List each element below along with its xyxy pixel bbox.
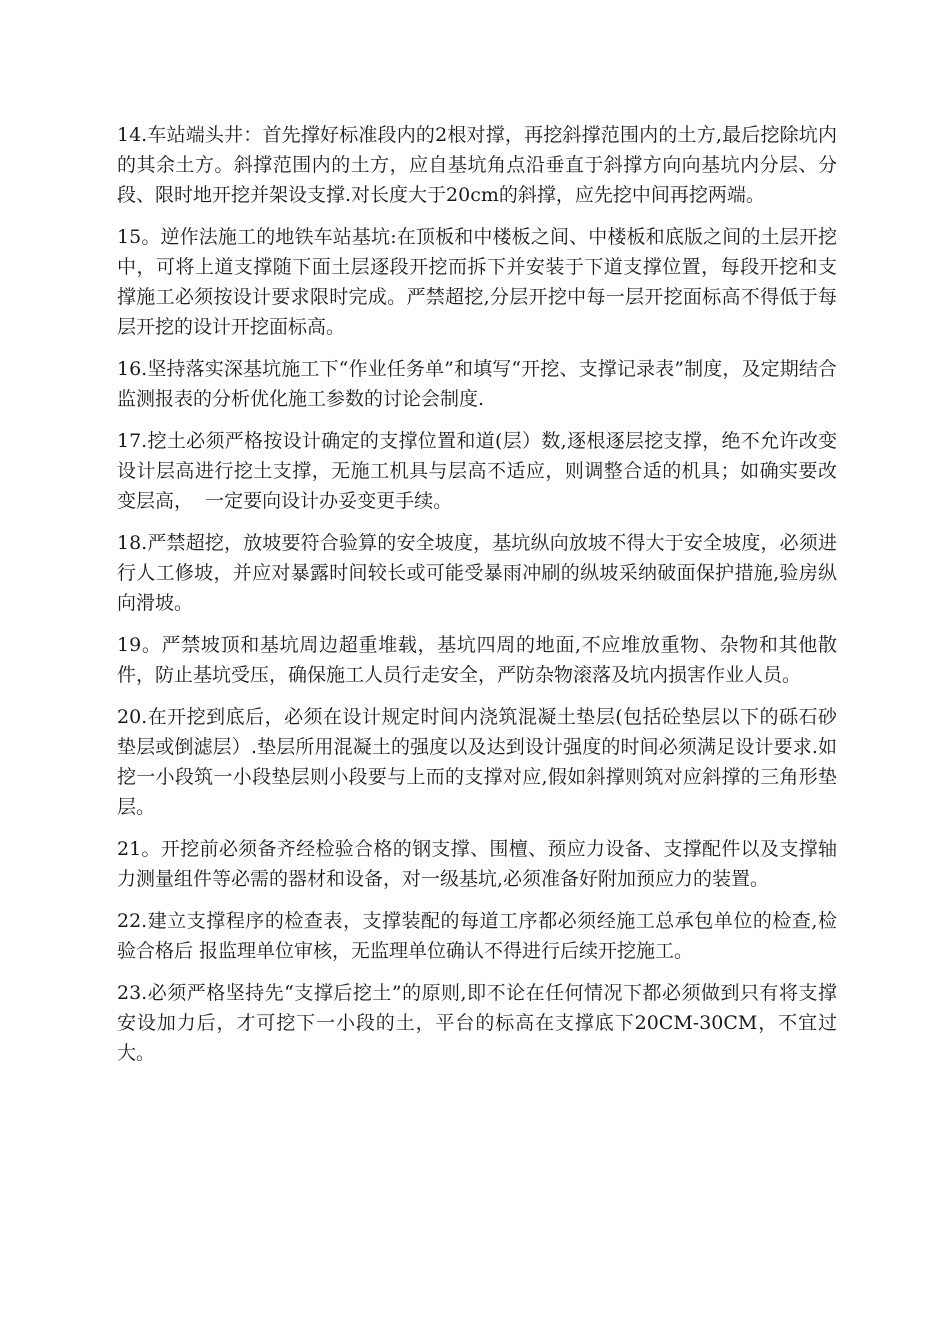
paragraph-16: 16.坚持落实深基坑施工下“作业任务单”和填写“开挖、支撑记录表”制度，及定期结合监测报表的分析优化施工参数的讨论会制度. — [117, 358, 837, 410]
paragraph-15: 15。逆作法施工的地铁车站基坑:在顶板和中楼板之间、中楼板和底版之间的土层开挖中，可将上道支撑随下面土层逐段开挖而拆下并安装于下道支撑位置，每段开挖和支撑施工必须按设计要求限时完成。严禁超挖,分层开挖中每一层开挖面标高不得低于每层开挖的设计开挖面标高。 — [117, 226, 837, 338]
paragraph-17: 17.挖土必须严格按设计确定的支撑位置和道(层）数,逐根逐层挖支撑，绝不允许改变设计层高进行挖土支撑，无施工机具与层高不适应，则调整合适的机具；如确实要改变层高， 一定要向设计办妥变更手续。 — [117, 430, 837, 512]
paragraph-20: 20.在开挖到底后，必须在设计规定时间内浇筑混凝土垫层(包括砼垫层以下的砾石砂垫层或倒滤层）.垫层所用混凝土的强度以及达到设计强度的时间必须满足设计要求.如挖一小段筑一小段垫层则小段要与上而的支撑对应,假如斜撑则筑对应斜撑的三角形垫层。 — [117, 706, 837, 818]
paragraph-19: 19。严禁坡顶和基坑周边超重堆载，基坑四周的地面,不应堆放重物、杂物和其他散件，防止基坑受压，确保施工人员行走安全，严防杂物滚落及坑内损害作业人员。 — [117, 634, 837, 686]
paragraph-14: 14.车站端头井：首先撑好标准段内的2根对撑，再挖斜撑范围内的土方,最后挖除坑内的其余土方。斜撑范围内的土方，应自基坑角点沿垂直于斜撑方向向基坑内分层、分段、限时地开挖并架设支撑.对长度大于20cm的斜撑，应先挖中间再挖两端。 — [117, 124, 837, 206]
paragraph-21: 21。开挖前必须备齐经检验合格的钢支撑、围檀、预应力设备、支撑配件以及支撑轴力测量组件等必需的器材和设备，对一级基坑,必须准备好附加预应力的装置。 — [117, 838, 837, 890]
paragraph-18: 18.严禁超挖，放坡要符合验算的安全坡度，基坑纵向放坡不得大于安全坡度，必须进行人工修坡，并应对暴露时间较长或可能受暴雨冲刷的纵坡采纳破面保护措施,验房纵向滑坡。 — [117, 532, 837, 614]
paragraph-22: 22.建立支撑程序的检查表，支撑装配的每道工序都必须经施工总承包单位的检查,检验合格后 报监理单位审核，无监理单位确认不得进行后续开挖施工。 — [117, 910, 837, 962]
paragraph-23: 23.必须严格坚持先“支撑后挖土”的原则,即不论在任何情况下都必须做到只有将支撑安设加力后，才可挖下一小段的土，平台的标高在支撑底下20CM-30CM，不宜过大。 — [117, 982, 837, 1064]
document-page — [117, 120, 837, 1080]
